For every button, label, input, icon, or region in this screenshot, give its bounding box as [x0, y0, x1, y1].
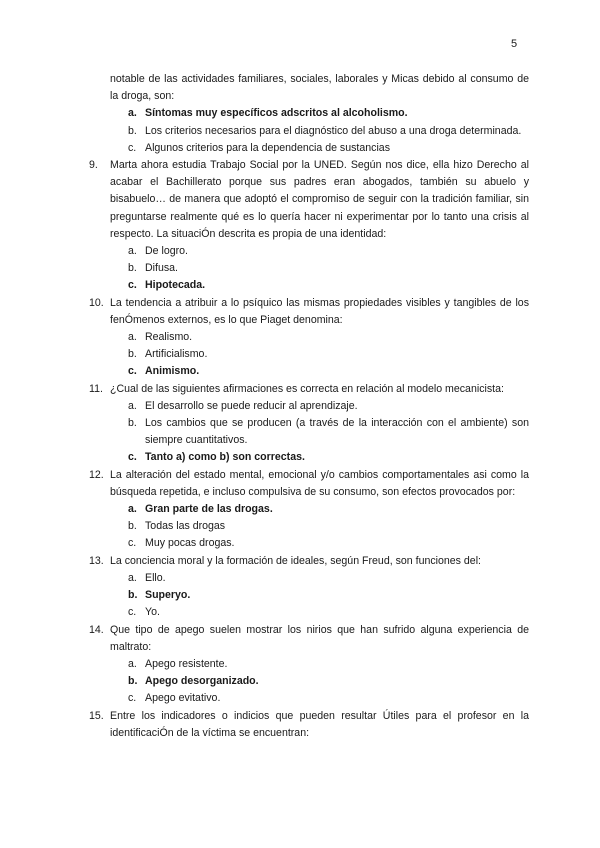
answer-option: [89, 501, 529, 518]
question-number: 10.: [89, 296, 104, 309]
question-text: [89, 467, 529, 501]
question-block: [89, 295, 529, 381]
option-letter: b.: [128, 124, 137, 137]
question-text: [89, 381, 529, 398]
question-list: [89, 157, 529, 742]
question-options: [89, 570, 529, 622]
answer-option: [89, 277, 529, 294]
option-text: Yo.: [145, 606, 160, 619]
answer-option: [89, 604, 529, 621]
intro-text: notable de las actividades familiares, sociales, laborales y Micas debido al consumo de la droga, son:: [110, 73, 529, 103]
question-options: [89, 501, 529, 553]
option-letter: c.: [128, 451, 137, 464]
option-letter: b.: [128, 348, 137, 361]
question-stem: Marta ahora estudia Trabajo Social por la UNED. Según nos dice, ella hizo Derecho al acabar el Bachillerato porque sus padres eran abogados, también su abuelo y bisabuelo… de manera que adoptó el compromiso de seguir con la tradición familiar, sin preguntarse realmente qué es lo quería hacer ni experimentar por lo tanto una crisis al respecto. La situaciÓn descrita es propia de una identidad:: [110, 159, 529, 240]
answer-option: [89, 363, 529, 380]
option-letter: c.: [128, 537, 137, 550]
option-text: Los criterios necesarios para el diagnóstico del abuso a una droga determinada.: [145, 124, 522, 137]
question-text: [89, 708, 529, 742]
question-block: [89, 708, 529, 742]
option-text: De logro.: [145, 245, 188, 258]
question-number: 15.: [89, 709, 104, 722]
question-stem: ¿Cual de las siguientes afirmaciones es correcta en relación al modelo mecanicista:: [110, 382, 504, 395]
option-text: Ello.: [145, 571, 166, 584]
option-text: Apego evitativo.: [145, 692, 221, 705]
option-letter: b.: [128, 589, 138, 602]
question-options: [89, 329, 529, 381]
option-letter: c.: [128, 141, 137, 154]
answer-option: [89, 415, 529, 449]
question-block: [89, 157, 529, 295]
option-letter: a.: [128, 245, 137, 258]
option-letter: c.: [128, 365, 137, 378]
option-text: Realismo.: [145, 331, 193, 344]
answer-option: [89, 123, 529, 140]
question-number: 14.: [89, 623, 104, 636]
option-text: Los cambios que se producen (a través de la interacción con el ambiente) son siempre cuantitativos.: [145, 417, 529, 447]
question-text: [89, 295, 529, 329]
question-block: [89, 622, 529, 708]
question-number: 11.: [89, 382, 103, 395]
question-stem: Entre los indicadores o indicios que pueden resultar Útiles para el profesor en la identificaciÓn de la víctima se encuentran:: [110, 709, 529, 739]
option-letter: b.: [128, 417, 137, 430]
answer-option: [89, 346, 529, 363]
answer-option: [89, 260, 529, 277]
question-options: [89, 656, 529, 708]
question-options: [89, 398, 529, 467]
option-text: Hipotecada.: [145, 279, 206, 292]
option-text: Superyo.: [145, 589, 191, 602]
question-options: [89, 243, 529, 295]
option-letter: b.: [128, 520, 137, 533]
option-letter: a.: [128, 571, 137, 584]
page-number: 5: [511, 38, 518, 50]
question-block: [89, 553, 529, 622]
option-text: Síntomas muy específicos adscritos al alcoholismo.: [145, 107, 408, 120]
option-letter: c.: [128, 279, 137, 292]
option-letter: a.: [128, 107, 137, 120]
answer-option: [89, 587, 529, 604]
question-text: [89, 157, 529, 243]
question-block: [89, 381, 529, 467]
option-text: Gran parte de las drogas.: [145, 503, 273, 516]
option-text: El desarrollo se puede reducir al aprendizaje.: [145, 399, 358, 412]
question-text: [89, 553, 529, 570]
option-text: Difusa.: [145, 262, 178, 275]
answer-option: [89, 673, 529, 690]
option-letter: a.: [128, 331, 137, 344]
question-stem: La alteración del estado mental, emocional y/o cambios comportamentales asi como la búsqueda repetida, e incluso compulsiva de su consumo, son efectos provocados por:: [110, 468, 529, 498]
option-letter: a.: [128, 657, 137, 670]
question-number: 13.: [89, 554, 104, 567]
answer-option: [89, 518, 529, 535]
option-text: Todas las drogas: [145, 520, 226, 533]
question-stem: La conciencia moral y la formación de ideales, según Freud, son funciones del:: [110, 554, 481, 567]
answer-option: [89, 398, 529, 415]
option-letter: c.: [128, 692, 137, 705]
question-number: 9.: [89, 159, 98, 172]
intro-options: [89, 105, 529, 157]
option-text: Algunos criterios para la dependencia de sustancias: [145, 141, 390, 154]
answer-option: [89, 243, 529, 260]
option-letter: b.: [128, 262, 137, 275]
option-text: Muy pocas drogas.: [145, 537, 235, 550]
answer-option: [89, 656, 529, 673]
option-text: Apego resistente.: [145, 657, 228, 670]
question-block: [89, 467, 529, 553]
option-letter: c.: [128, 606, 137, 619]
question-text: [89, 622, 529, 656]
option-text: Animismo.: [145, 365, 200, 378]
answer-option: [89, 105, 529, 122]
option-letter: a.: [128, 399, 137, 412]
question-stem: La tendencia a atribuir a lo psíquico las mismas propiedades visibles y tangibles de los fenÓmenos externos, es lo que Piaget denomina:: [110, 296, 529, 326]
answer-option: [89, 449, 529, 466]
answer-option: [89, 140, 529, 157]
answer-option: [89, 329, 529, 346]
option-text: Apego desorganizado.: [145, 675, 259, 688]
answer-option: [89, 690, 529, 707]
option-text: Artificialismo.: [145, 348, 208, 361]
question-number: 12.: [89, 468, 104, 481]
option-text: Tanto a) como b) son correctas.: [145, 451, 305, 464]
answer-option: [89, 535, 529, 552]
option-letter: b.: [128, 675, 138, 688]
question-stem: Que tipo de apego suelen mostrar los nirios que han sufrido alguna experiencia de maltrato:: [110, 623, 529, 653]
answer-option: [89, 570, 529, 587]
option-letter: a.: [128, 503, 137, 516]
document-body: [89, 71, 529, 742]
